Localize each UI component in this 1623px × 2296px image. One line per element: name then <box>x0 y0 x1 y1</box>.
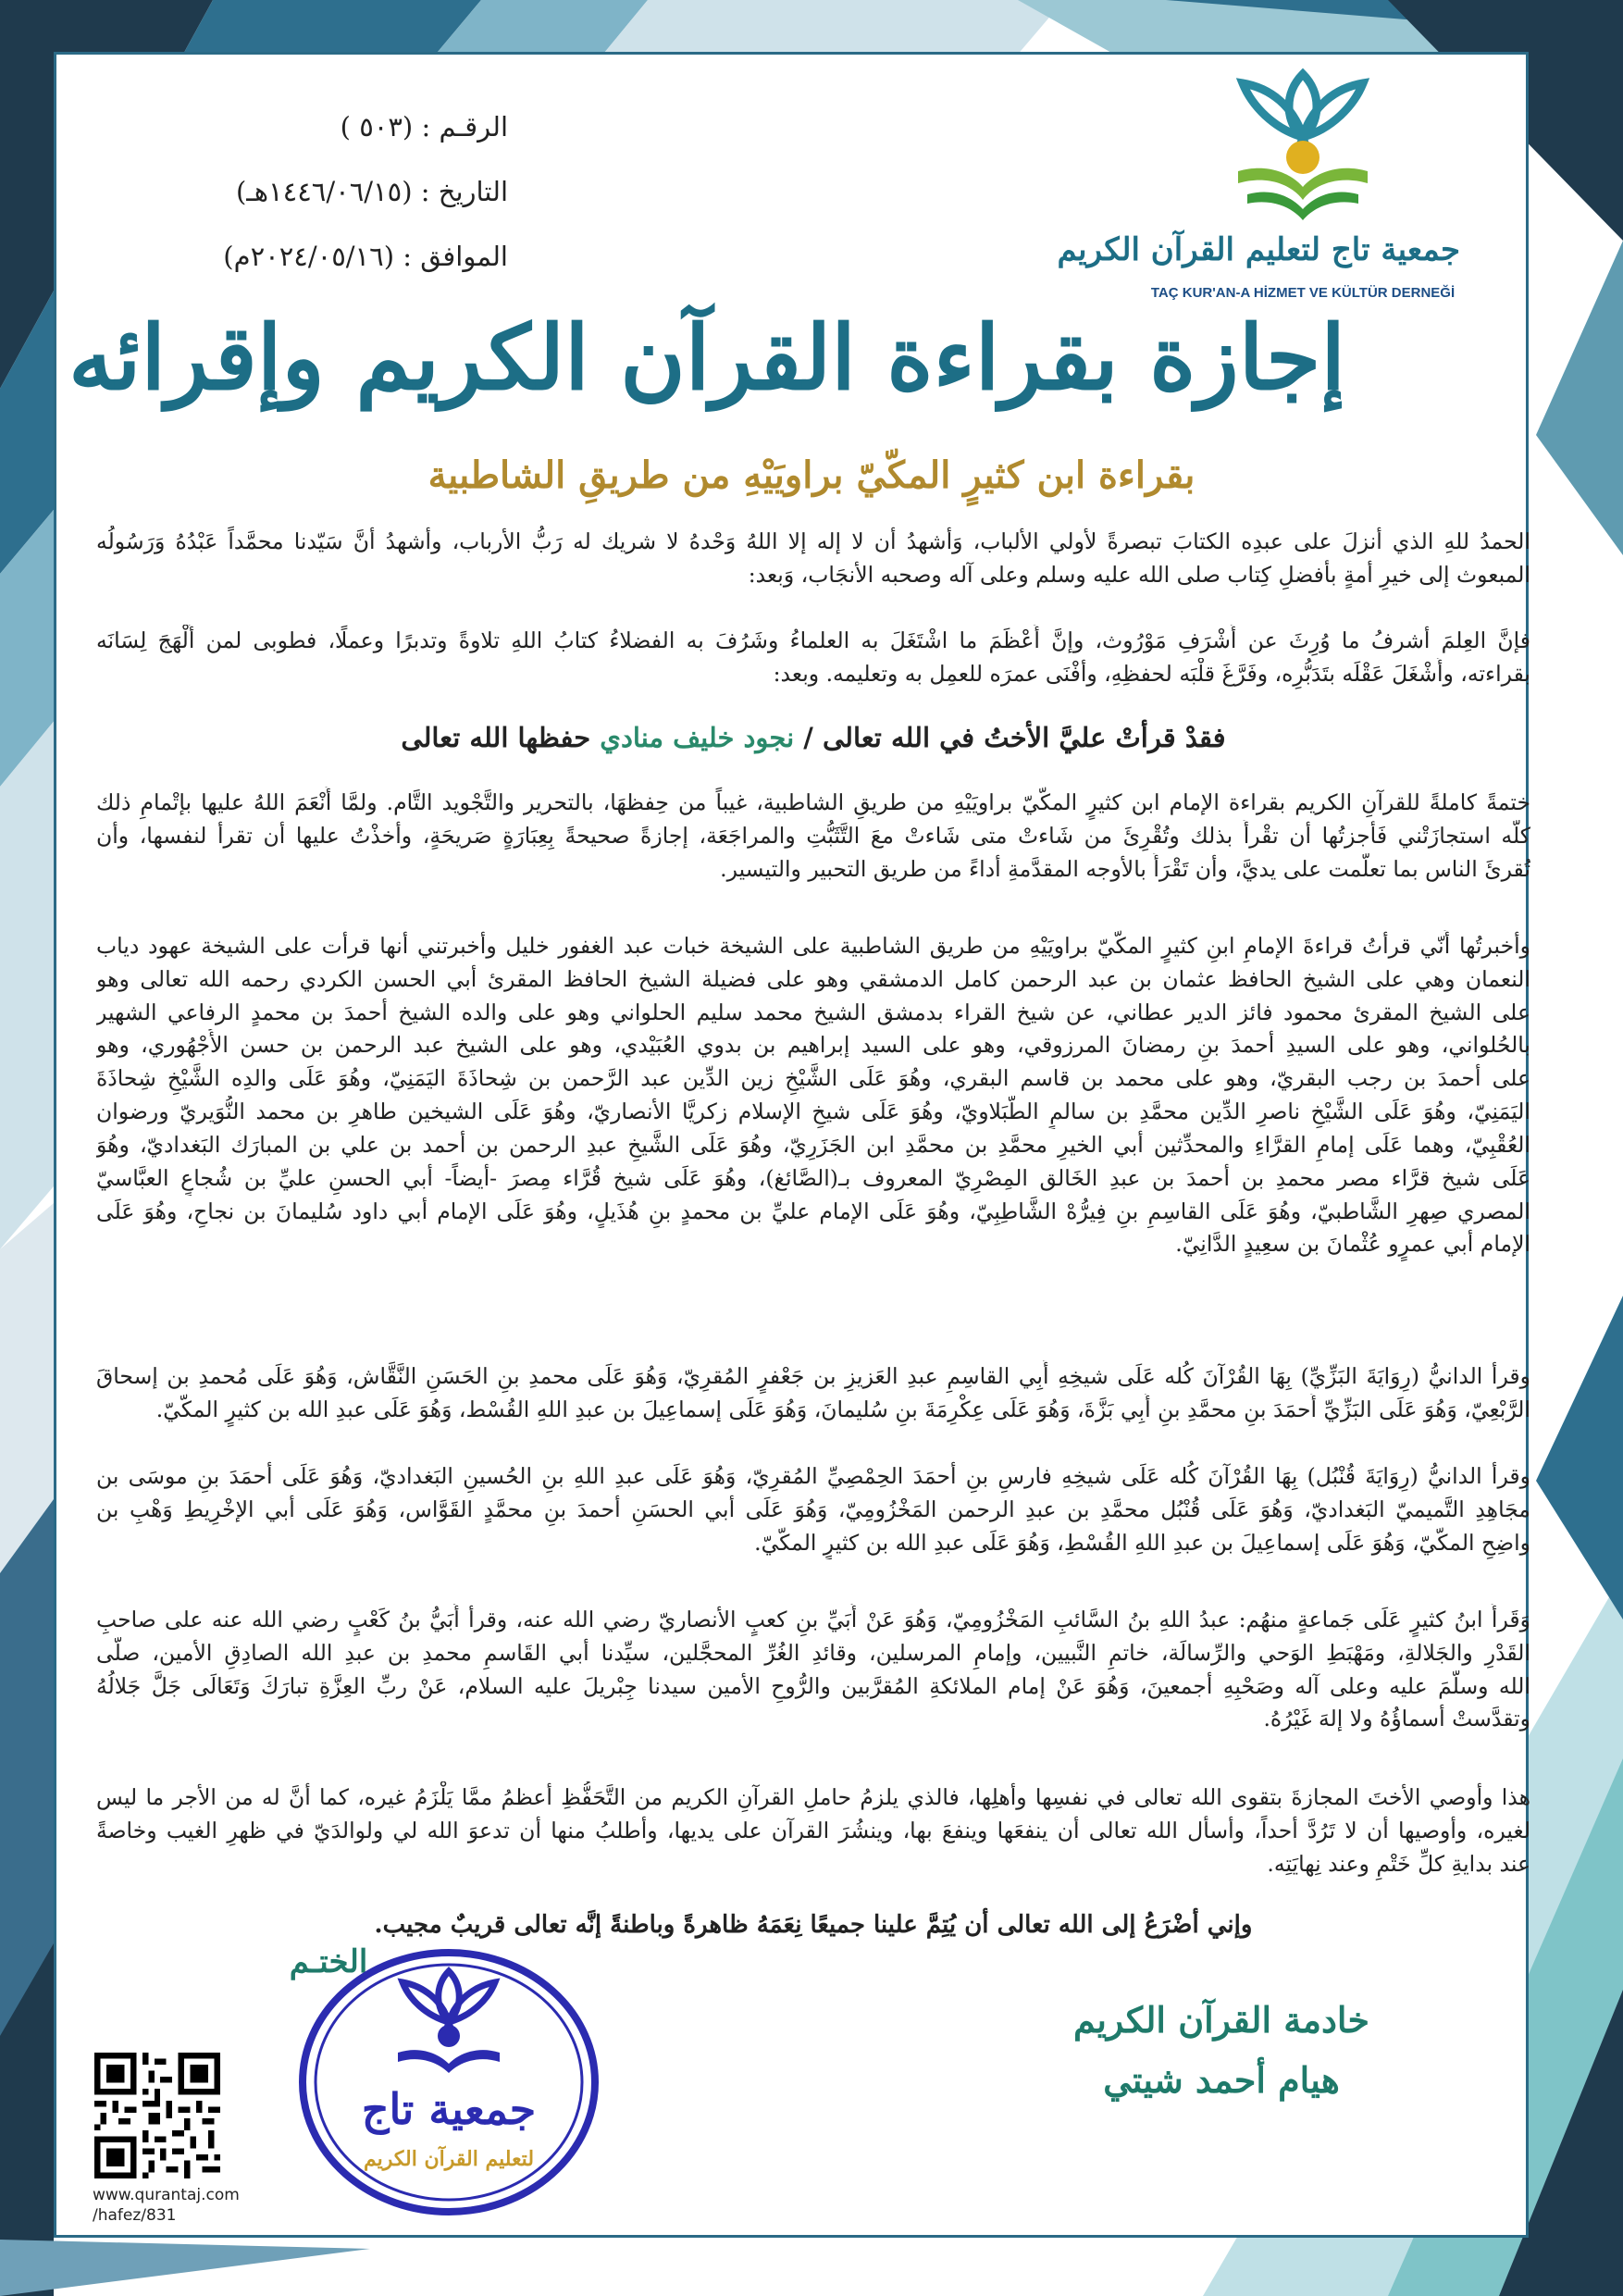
paragraph-line: على أحمدَ بن رجب البقريّ، وهو على محمد بن قاسم البقري، وهُوَ عَلَى الشَّيْخِ زين الدِّين عبد الرَّحمن بن شِحاذَةَ اليَمَنِيّ، وهُوَ عَلَى والدِه الشَّيْخِ شِحاذَةَ <box>96 1065 1530 1092</box>
heading-suffix: حفظها الله تعالى <box>401 722 591 753</box>
seal-sub-text: لتعليم القرآن الكريم <box>363 2147 535 2171</box>
paragraph-line: الحمدُ للهِ الذي أنزلَ على عبدِه الكتابَ تبصرةً لأولي الألباب، وَأشهدُ أن لا إله إلا اللهُ وَحْدهُ لا شريك له رَبُّ الأرباب، وأشهدُ أنَّ سَيّدنا محمَّداً عَبْدُهُ وَرَسُولُه <box>96 528 1530 554</box>
seal-main-text: جمعية تاج <box>361 2084 537 2134</box>
paragraph-line: القَدْرِ والجَلالةِ، ومَهْبَطِ الوَحي والرِّسالَة، خاتمِ النَّبيين، وإمامِ المرسلين، وقائدِ الغُرِّ المحجَّلين، سيِّدنا أبي القَاسمِ محمدِ بن عبدِ الله الصادِقِ الأمين، صلَّى <box>96 1639 1530 1666</box>
paragraph-line: تُقرئَ الناس بما تعلَّمت على يديَّ، وأن تَقْرَأَ بالأوجه المقدَّمةِ أداءً من طريق التحبير والتيسير. <box>720 855 1530 882</box>
paragraph-line: المبعوث إلى خيرِ أمةٍ بأفضلِ كِتاب صلى الله عليه وسلم وعلى آله وصحبه الأنجَاب، وَبعد: <box>748 561 1530 588</box>
student-name: نجود خليف منادي <box>600 722 795 753</box>
paragraph-line: الله وسلَّمَ عليه وعلى آله وصَحْبِهِ أجمعينَ، وَهُوَ عَنْ إمام الملائكةِ المُقرَّبين والرُّوحِ الأمين سيدنا جِبْريلَ عليه السلام، عَنْ ربِّ العِزَّةِ تبارَكَ وَتَعَالَى جَلَّ جَلالُهُ <box>96 1672 1530 1699</box>
certificate-subtitle: بقراءة ابن كثيرٍ المكّيّ براويَيْهِ من طريقِ الشاطبية <box>427 453 1196 497</box>
paragraph-line: وأخبرتُها أَنّي قرأتُ قراءةَ الإمامِ ابنِ كثيرٍ المكّيّ براويَيْهِ من طريق الشاطبية على الشيخة خبات عبد الغفور خليل وأخبرتني أنها قرأت على الشيخة عهود دياب <box>96 933 1530 959</box>
paragraph-line: مجَاهِدِ التَّميميّ البَغداديّ، وَهُوَ عَلَى قُنْبُل محمَّدِ بن عبدِ الرحمن المَخْزُومِيّ، وَهُوَ عَلَى أبي الحسَنِ أحمدَ بنِ محمَّدٍ القَوَّاس، وَهُوَ عَلَى أبي الإخْرِيطِ وَهْبِ بن <box>96 1496 1530 1522</box>
paragraph-bazzi <box>96 1360 1530 1427</box>
signer-name: هيام أحمد شيتي <box>1103 2059 1340 2101</box>
certificate-number: الرقـم : (٥٠٣ ) <box>340 111 508 143</box>
paragraph-opening <box>96 526 1530 592</box>
paragraph-line: على الشيخ المقرئ محمود فائز الدير عطاني، عن شيخ القراء بدمشق الشيخ محمد سليم الحلواني وهو على والده الشيخ أحمدَ بن محمدٍ الرفاعي الشهير <box>96 999 1530 1025</box>
paragraph-completion <box>96 787 1530 886</box>
paragraph-line: وقرأ الدانيُّ (رِوَايَةَ البَزِّيِّ) بِهَا القُرْآنَ كُله عَلَى شيخِهِ أَبِي القاسِمِ عبدِ العَزيزِ بن جَعْفرٍ المُقرِيّ، وَهُوَ عَلَى محمدِ بنِ الحَسَنِ النَّقَّاش، وَهُوَ عَلَى مُحمدِ بن إسحاقَ <box>96 1363 1530 1389</box>
paragraph-line: الإمام أبي عمرٍو عُثْمانَ بن سعِيدٍ الدَّانِيّ. <box>1175 1231 1530 1258</box>
paragraph-line: فإنَّ العِلمَ أشرفُ ما وُرِثَ عن أَشْرَفِ مَوْرُوث، وإنَّ أَعْظَمَ ما اشْتَغَلَ به العلماءُ وشَرُفَ به الفضلاءُ كتابُ اللهِ تلاوةً وتدبرًا وعملًا، فطوبى لمن أَلْهَجَ لِسَانَه <box>96 627 1530 653</box>
paragraph-line: واضِحٍ المكّيّ، وَهُوَ عَلَى إسماعِيلَ بن عبدِ اللهِ القُسْطِ، وَهُوَ عَلَى عبدِ الله بن كثيرٍ المكّيّ. <box>754 1529 1530 1556</box>
paragraph-line: بقراءته، وأَشْغَلَ عَقْلَه بتَدَبُّرِه، وفَرَّغَ قلْبَه لحفظِهِ، وأفْنَى عمرَه للعمِل به وتعليمه. وبعد: <box>773 660 1530 687</box>
qr-code-icon[interactable] <box>94 2053 220 2178</box>
signer-role: خادمة القرآن الكريم <box>1073 1999 1369 2041</box>
paragraph-line: النعمان وهي على الشيخ الحافظ عثمان بن عبد الرحمن كامل الدمشقي وهو على فضيلة الشيخ الحافظ المقرئ أبي الحسن الكردي رحمه الله تعالى وهو <box>96 965 1530 992</box>
paragraph-line: بالحُلواني، وهو على السيدِ أحمدَ بنِ رمضانَ المرزوقي، وهو على السيد إبراهيم بن بدوي العُبَيْدي، وهو على الشيخ عبد الرحمن بن حسن الأُجْهُوري، وهو <box>96 1032 1530 1059</box>
paragraph-line: هذا وأوصي الأختَ المجازةَ بتقوى الله تعالى في نفسِها وأهلِها، فالذي يلزمُ حاملِ القرآنِ الكريم من التَّحَفُّظِ أعظمُ ممَّا يَلْزَمُ غيره، كما أنَّ له من الأجر ما ليس <box>96 1784 1530 1810</box>
logo-arabic-name: جمعية تاج لتعليم القرآن الكريم <box>1057 231 1460 268</box>
paragraph-line: العُقْبِيّ، وهما عَلَى إمامِ القرَّاءِ والمحدِّثين أبي الخيرِ محمَّدِ بن محمَّدِ ابن الجَزَرِيّ، وهُوَ عَلَى الشَّيخِ عبدِ الرحمن بن أحمد بن علي بن المبارَك البَغداديّ، وهُوَ <box>96 1131 1530 1158</box>
logo-turkish-name: TAÇ KUR'AN-A HİZMET VE KÜLTÜR DERNEĞİ <box>1150 285 1456 301</box>
paragraph-qunbul <box>96 1460 1530 1559</box>
paragraph-chain <box>96 930 1530 1261</box>
paragraph-line: اليَمَنِيّ، وهُوَ عَلَى الشَّيْخِ ناصرِ الدِّين محمَّدِ بن سالمٍ الطَّبَلاويّ، وهُوَ عَلَى شيخِ الإسلام زكريَّا الأنصاريّ، وهُوَ عَلَى الشيخين طاهرِ بن محمد النُّوَيريّ ورضوان <box>96 1098 1530 1125</box>
seal-label: الختـم <box>289 1943 368 1980</box>
certificate-date-hijri: التاريخ : (١٤٤٦/٠٦/١٥هـ) <box>235 176 508 207</box>
paragraph-ibn-kathir <box>96 1604 1530 1736</box>
heading-prefix: فقدْ قرأتْ عليَّ الأختُ في الله تعالى / <box>803 722 1226 753</box>
paragraph-preamble <box>96 625 1530 691</box>
qr-url-line1[interactable]: www.qurantaj.com <box>93 2186 240 2204</box>
certificate-date-gregorian: الموافق : (٢٠٢٤/٠٥/١٦م) <box>223 241 508 272</box>
certificate-title: إجازة بقراءة القرآن الكريم وإقرائه <box>68 305 1345 410</box>
paragraph-line: كلّه استجازَتْني فَأَجزتُها أن تقْرأَ بذلك وتُقْرِئَ من شَاءتْ متى شَاءتْ معَ التَّثَبُّتِ والمراجَعَة، إجازةً صحيحةً بِعِبَارَةٍ صَريحَةٍ، وأخذْتُ عليها أن تقرأ لنفسها، وأن <box>96 822 1530 849</box>
paragraph-line: المصري صِهرِ الشَّاطبيّ، وهُوَ عَلَى القاسِمِ بنِ فِيرُّهْ الشَّاطِبِيّ، وهُوَ عَلَى الإمام عليِّ بن محمدٍ بنِ هُذَيلٍ، وهُوَ عَلَى الإمام أبي داود سُليمانَ بن نجاحٍ، وهُوَ عَلَى <box>96 1198 1530 1224</box>
paragraph-line: عَلَى شيخ قرَّاء مصر محمدِ بن أحمدَ بن عبدِ الخَالق المِصْرِيّ المعروف بـ(الصَّائغ)، وهُوَ عَلَى شيخ قُرَّاء مِصرَ -أيضاً- أبي الحسنِ عليِّ بن شُجاعٍ العبَّاسيّ <box>96 1164 1530 1191</box>
closing-prayer: وإني أضْرَعُ إلى الله تعالى أن يُتِمَّ علينا جميعًا نِعَمَهُ ظاهرةً وباطنةً إنَّه تعالى قريبٌ مجيب. <box>374 1911 1253 1939</box>
student-heading <box>96 722 1530 753</box>
paragraph-line: وتقدَّستْ أسماؤُهُ ولا إلهَ غَيْرُهُ. <box>1263 1706 1530 1732</box>
paragraph-line: ختمةً كاملةً للقرآنِ الكريم بقراءة الإمام ابن كثيرٍ المكّيّ براويَيْهِ من طريقِ الشاطبية، غيباً من حِفظهَا، بالتحرير والتَّجْويد التَّام. ولمَّا أَنْعَمَ اللهُ عليها بإتْمامِ ذلك <box>96 789 1530 815</box>
lotus-book-icon <box>1220 65 1386 227</box>
paragraph-line: عند بدايةِ كلِّ خَتْمٍ وعند نِهايَتِه. <box>1267 1850 1530 1877</box>
paragraph-line: وقرأ الدانيُّ (رِوَايَةَ قُنْبُل) بِهَا القُرْآنَ كُله عَلَى شيخِهِ فارسِ بنِ أحمَدَ الحِمْصِيِّ المُقرِيّ، وَهُوَ عَلَى عبدِ اللهِ بنِ الحُسينِ البَغداديّ، وَهُوَ عَلَى أحمَدَ بنِ موسَى بن <box>96 1463 1530 1489</box>
paragraph-advice <box>96 1781 1530 1880</box>
qr-url-line2: /hafez/831 <box>93 2206 177 2225</box>
paragraph-line: الرَّبْعِيّ، وَهُوَ عَلَى البَزِّيِّ أَحمَدَ بنِ محمَّدِ بنِ أَبِي بَزَّةَ، وَهُوَ عَلَى عِكْرِمَةَ بنِ سُليمانَ، وَهُوَ عَلَى إسماعِيلَ بن عبدِ اللهِ القُسْط، وَهُوَ عَلَى عبدِ الله بن كثيرٍ المكّيّ. <box>155 1396 1530 1422</box>
paragraph-line: لغيره، وأوصيها أن لا تَرُدَّ أحداً، وأسأل الله تعالى أن ينفعَها وينفعَ بها، وينشُرَ القرآن على يديها، وأطلبُ منها أن تدعوَ الله لي ولوالدَيّ في ظهرِ الغيب وخاصةً <box>96 1817 1530 1843</box>
paragraph-line: وَقَرأَ ابنُ كثيرٍ عَلَى جَماعةٍ منهُم: عبدُ اللهِ بنُ السَّائبِ المَخْزُومِيّ، وَهُوَ عَنْ أُبَيِّ بنِ كعبٍ الأنصاريّ رضي الله عنه، وقرأ أُبَيُّ بنُ كَعْبٍ رضي الله عنه على صاحبِ <box>96 1607 1530 1632</box>
seal-stamp <box>296 1943 601 2221</box>
